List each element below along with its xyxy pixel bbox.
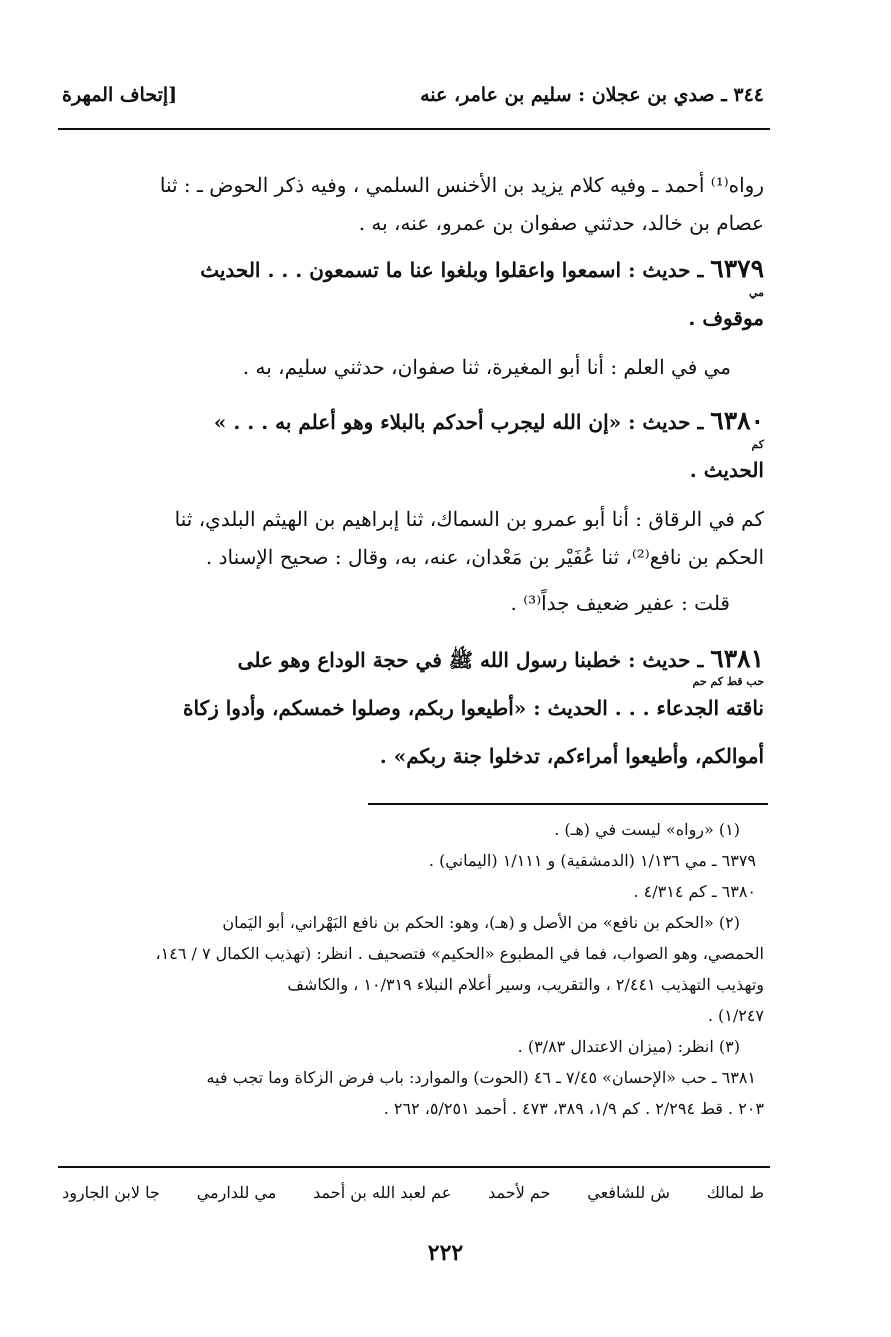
remark-line: قلت : عفير ضعيف جداً⁽³⁾ .	[510, 591, 730, 615]
legend-item: عم لعبد الله بن أحمد	[313, 1183, 452, 1202]
hadith-6381	[62, 640, 764, 775]
footnote-2-line: وتهذيب التهذيب ٢/٤٤١ ، والتقريب، وسير أعلام النبلاء ١٠/٣١٩ ، والكاشف	[287, 975, 764, 994]
hadith-6379	[62, 250, 764, 337]
footnote-3: (٣) انظر: (ميزان الاعتدال ٣/٨٣) .	[517, 1037, 740, 1056]
source-sigla: حب قط كم حم	[692, 675, 764, 688]
narration-line: رواه⁽¹⁾ أحمد ـ وفيه كلام يزيد بن الأخنس السلمي ، وفيه ذكر الحوض ـ : ثنا	[159, 173, 764, 197]
sigla-legend	[62, 1183, 764, 1202]
legend-item: ش للشافعي	[587, 1183, 670, 1202]
legend-item: مي للدارمي	[196, 1183, 277, 1202]
narration-line: عصام بن خالد، حدثني صفوان بن عمرو، عنه، به .	[358, 211, 764, 235]
reference-6380: ٦٣٨٠ ـ كم ٤/٣١٤ .	[633, 882, 756, 901]
footnote-1: (١) «رواه» ليست في (هـ) .	[554, 820, 740, 839]
hadith-tail-line: الحديث .	[689, 458, 764, 482]
hadith-text: ـ حديث : خطبنا رسول الله ﷺ في حجة الوداع وهو على	[237, 648, 711, 672]
hadith-text: ـ حديث : «إن الله ليجرب أحدكم بالبلاء وهو أعلم به . . . »	[213, 410, 711, 434]
footnote-rule	[368, 803, 768, 805]
narration-paragraph	[62, 166, 764, 242]
hadith-heading-line	[62, 250, 764, 289]
footnote-2-line: الحمصي، وهو الصواب، فما في المطبوع «الحكيم» فتصحيف . انظر: (تهذيب الكمال ٧ / ١٤٦،	[155, 944, 764, 963]
reference-6381-line: ٢٠٣ . قط ٢/٢٩٤ . كم ١/٩، ٣٨٩، ٤٧٣ . أحمد ٥/٢٥١، ٢٦٢ .	[383, 1099, 764, 1118]
source-sigla: كم	[751, 438, 764, 451]
page-number: ٢٢٢	[427, 1240, 464, 1266]
legend-item: جا لابن الجارود	[62, 1183, 160, 1202]
running-header-book: [إتحاف المهرة	[62, 84, 178, 106]
legend-item: حم لأحمد	[488, 1183, 551, 1202]
running-header-title: ٣٤٤ ـ صدي بن عجلان : سليم بن عامر، عنه	[420, 84, 764, 106]
hadith-number: ٦٣٨٠	[710, 406, 764, 435]
footnote-2-line: ١/٢٤٧) .	[707, 1006, 764, 1025]
hadith-heading-line	[62, 640, 764, 679]
footnote-2-line: (٢) «الحكم بن نافع» من الأصل و (هـ)، وهو: الحكم بن نافع البَهْراني، أبو اليَمان	[222, 913, 740, 932]
source-line: كم في الرقاق : أنا أبو عمرو بن السماك، ثنا إبراهيم بن الهيثم البلدي، ثنا	[174, 507, 764, 531]
hadith-number: ٦٣٧٩	[710, 254, 764, 283]
hadith-line: أموالكم، وأطيعوا أمراءكم، تدخلوا جنة ربكم» .	[379, 744, 764, 768]
source-line: الحكم بن نافع⁽²⁾، ثنا عُفَيْر بن مَعْدان، عنه، به، وقال : صحيح الإسناد .	[205, 545, 764, 569]
footnotes	[62, 814, 764, 1124]
source-6380	[62, 500, 764, 622]
hadith-6380	[62, 402, 764, 489]
hadith-number: ٦٣٨١	[710, 644, 764, 673]
source-sigla: مي	[748, 286, 764, 299]
source-6379: مي في العلم : أنا أبو المغيرة، ثنا صفوان، حدثني سليم، به .	[242, 355, 731, 379]
hadith-text: ـ حديث : اسمعوا واعقلوا وبلغوا عنا ما تسمعون . . . الحديث	[200, 258, 711, 282]
hadith-heading-line	[62, 402, 764, 441]
header-rule	[58, 128, 770, 130]
legend-rule	[58, 1166, 770, 1168]
hadith-tail-line: موقوف .	[688, 306, 764, 330]
legend-item: ط لمالك	[706, 1183, 764, 1202]
hadith-line: ناقته الجدعاء . . . الحديث : «أطيعوا ربكم، وصلوا خمسكم، وأدوا زكاة	[183, 696, 764, 720]
reference-6381-line: ٦٣٨١ ـ حب «الإحسان» ٧/٤٥ ـ ٤٦ (الحوت) والموارد: باب فرض الزكاة وما تجب فيه	[206, 1068, 756, 1087]
reference-6379: ٦٣٧٩ ـ مي ١/١٣٦ (الدمشقية) و ١/١١١ (اليماني) .	[428, 851, 756, 870]
